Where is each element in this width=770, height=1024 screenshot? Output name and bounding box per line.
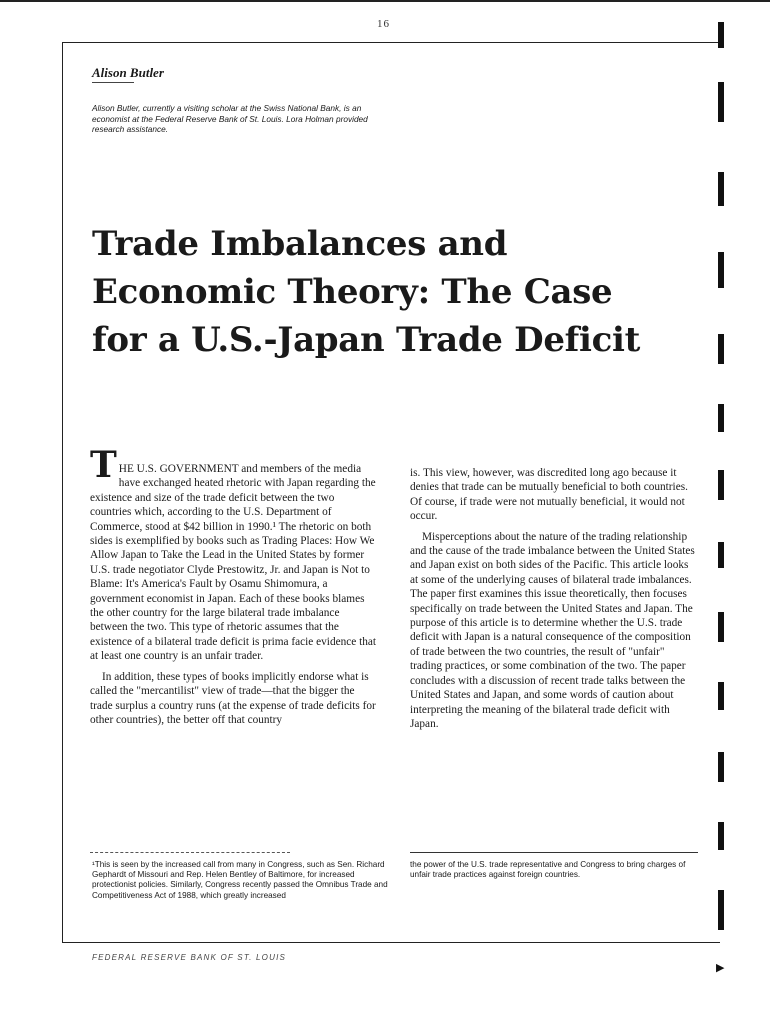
paragraph-text: HE U.S. GOVERNMENT and members of the media have exchanged heated rhetoric with Japan regarding the existence and size of the trade deficit between the two countries which, according to the U.S. Department of Commerce, stood at $42 billion in 1990.¹ The rhetoric on both sides is exemplified by books such as Trading Places: How We Allow Japan to Take the Lead in the United States by former U.S. trade negotiator Clyde Prestowitz, Jr. and Japan is Not to Blame: It's America's Fault by Osamu Shimomura, a government economist in Japan. Each of these books blames the other country for the large bilateral trade imbalance between the two. This type of rhetoric assumes that the existence of a bilateral trade deficit is prima facie evidence that at least one country is an unfair trader. [90, 463, 377, 663]
title-line-2: Economic Theory: The Case [92, 272, 613, 312]
footnote-rule-right [410, 852, 698, 853]
frame-left-rule [62, 42, 63, 942]
footnote-left: ¹This is seen by the increased call from many in Congress, such as Sen. Richard Gephardt of Missouri and Rep. Helen Bentley of Baltimore, for increased protectionist policies. Similarly, Congress recently passed the Omnibus Trade and Competitiveness Act of 1988, which greatly increased [92, 860, 388, 900]
author-note: Alison Butler, currently a visiting scholar at the Swiss National Bank, is an economist at the Federal Reserve Bank of St. Louis. Lora Holman provided research assistance. [92, 103, 368, 134]
top-rule [0, 0, 770, 2]
paragraph: Misperceptions about the nature of the trading relationship and the cause of the trade imbalance between the United States and Japan exist on both sides of the Pacific. This article looks at some of the underlying causes of bilateral trade imbalances. The paper first examines this issue theoretically, then focuses specifically on trade between the United States and Japan. The purpose of this article is to determine whether the U.S. trade deficit with Japan is a natural consequence of the composition of trade between the two countries, the result of "unfair" trading practices, or some combination of the two. The paper concludes with a discussion of recent trade talks between the United States and Japan, and some words of caution about interpreting the meaning of the bilateral trade deficit with Japan. [410, 530, 695, 730]
title-line-1: Trade Imbalances and [92, 224, 508, 264]
arrow-right-icon: ▶ [716, 962, 725, 974]
title-line-3: for a U.S.-Japan Trade Deficit [92, 320, 641, 360]
frame-bottom-rule [62, 942, 720, 943]
footnote-right: the power of the U.S. trade representative and Congress to bring charges of unfair trade practices against foreign countries. [410, 860, 686, 880]
paragraph [90, 444, 378, 664]
paragraph: In addition, these types of books implicitly endorse what is called the "mercantilist" view of trade—that the bigger the trade surplus a country runs (at the expense of trade deficits for other countries), the better off that country [90, 670, 376, 726]
footnote-rule-left [90, 852, 290, 853]
scan-edge-marks [718, 22, 730, 982]
journal-footer: FEDERAL RESERVE BANK OF ST. LOUIS [92, 953, 287, 962]
paragraph: is. This view, however, was discredited long ago because it denies that trade can be mutually beneficial to both countries. Of course, if trade were not mutually beneficial, it would not occur. [410, 467, 688, 523]
body-column-right [410, 466, 698, 737]
body-column-left [90, 444, 378, 733]
drop-cap: T [90, 444, 117, 486]
author-name: Alison Butler [92, 65, 164, 80]
author-underline [92, 82, 134, 83]
frame-top-rule [62, 42, 720, 43]
page-number: 16 [377, 18, 390, 30]
article-title [92, 220, 702, 364]
